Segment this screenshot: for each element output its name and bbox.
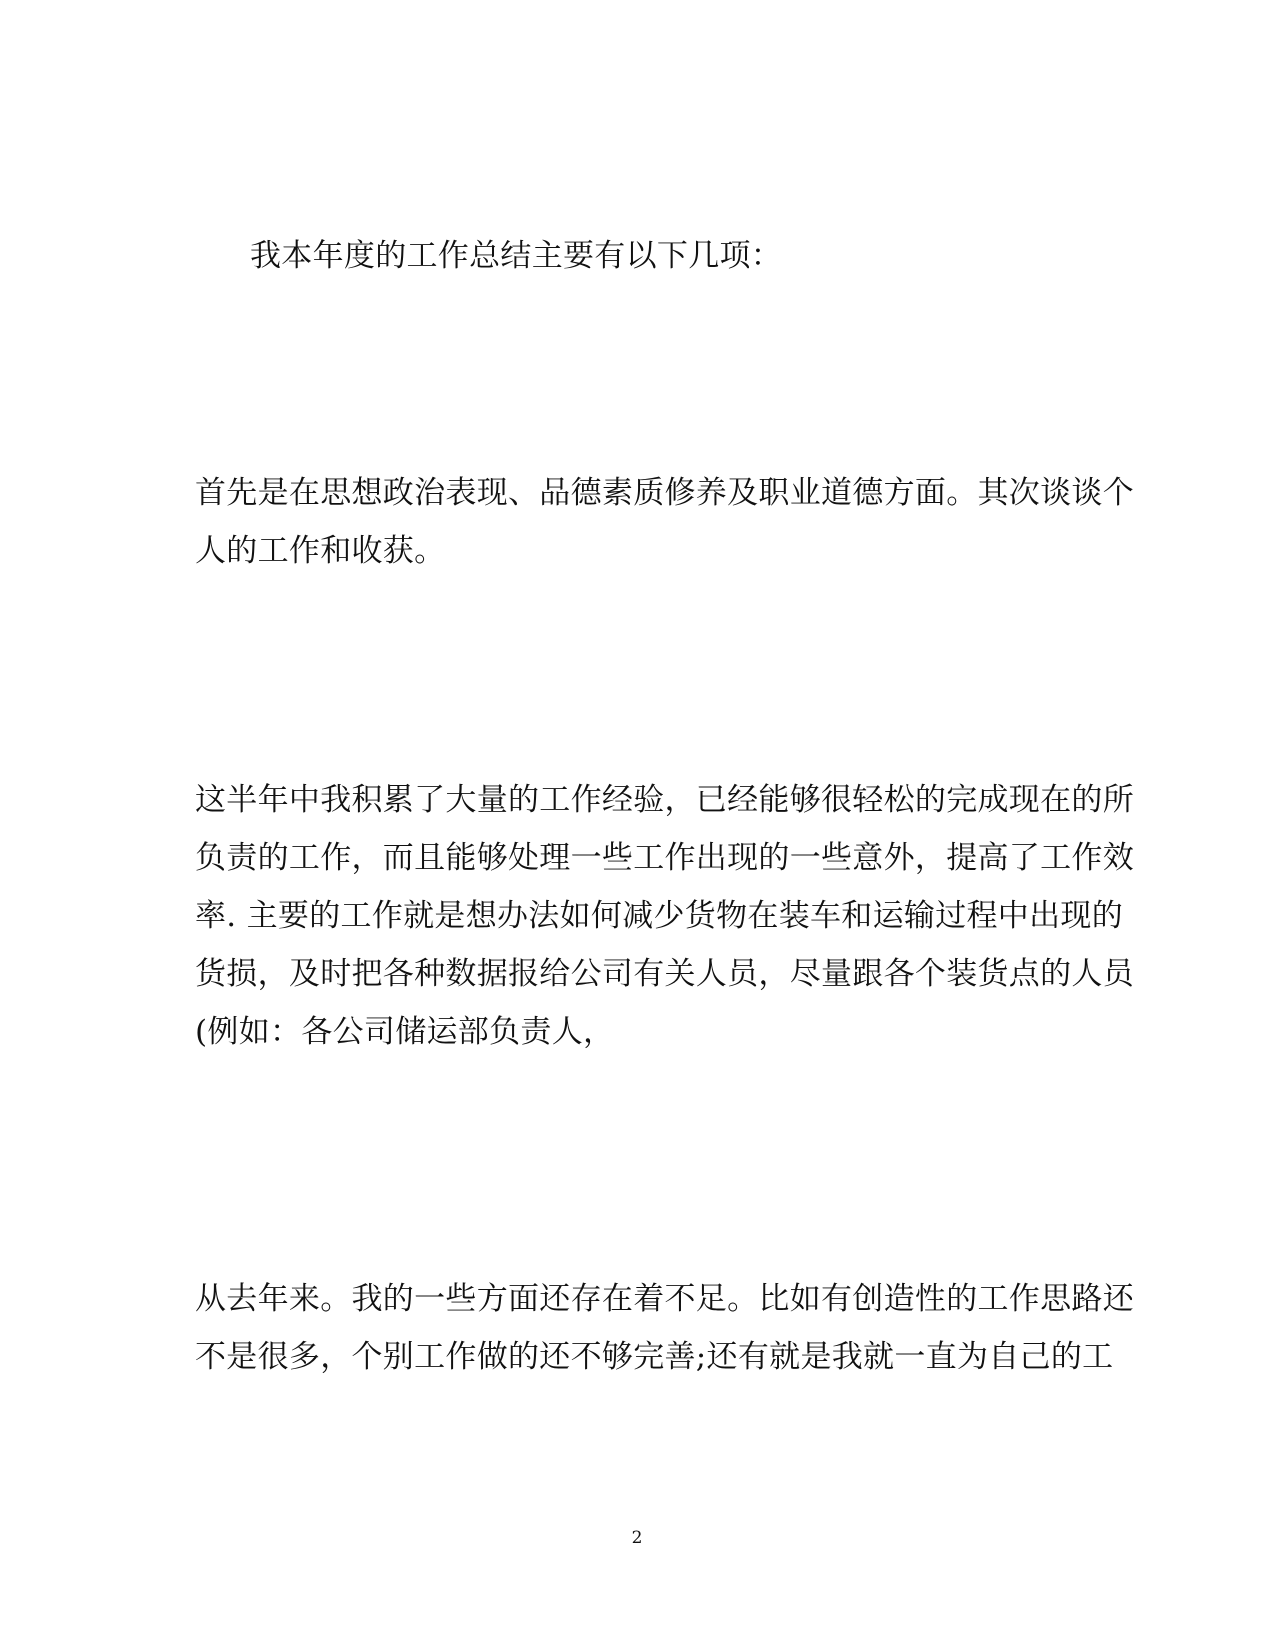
paragraph-3-line-1: 这半年中我积累了大量的工作经验，已经能够很轻松的完成现在的所 [195,782,1134,818]
paragraph-3-line-2: 负责的工作，而且能够处理一些工作出现的一些意外，提高了工作效 [195,840,1134,876]
paragraph-3-line-4: 货损，及时把各种数据报给公司有关人员，尽量跟各个装货点的人员 [195,956,1134,992]
paragraph-2-line-1: 首先是在思想政治表现、品德素质修养及职业道德方面。其次谈谈个 [195,475,1134,511]
paragraph-4-line-1: 从去年来。我的一些方面还存在着不足。比如有创造性的工作思路还 [195,1281,1134,1317]
paragraph-2-line-2: 人的工作和收获。 [195,533,446,569]
paragraph-1-line-1: 我本年度的工作总结主要有以下几项： [250,238,783,274]
page-number: 2 [631,1528,643,1548]
paragraph-3-line-5: (例如：各公司储运部负责人， [195,1014,615,1050]
paragraph-4-line-2: 不是很多，个别工作做的还不够完善;还有就是我就一直为自己的工 [195,1339,1114,1375]
paragraph-3-line-3: 率. 主要的工作就是想办法如何减少货物在装车和运输过程中出现的 [195,898,1124,934]
